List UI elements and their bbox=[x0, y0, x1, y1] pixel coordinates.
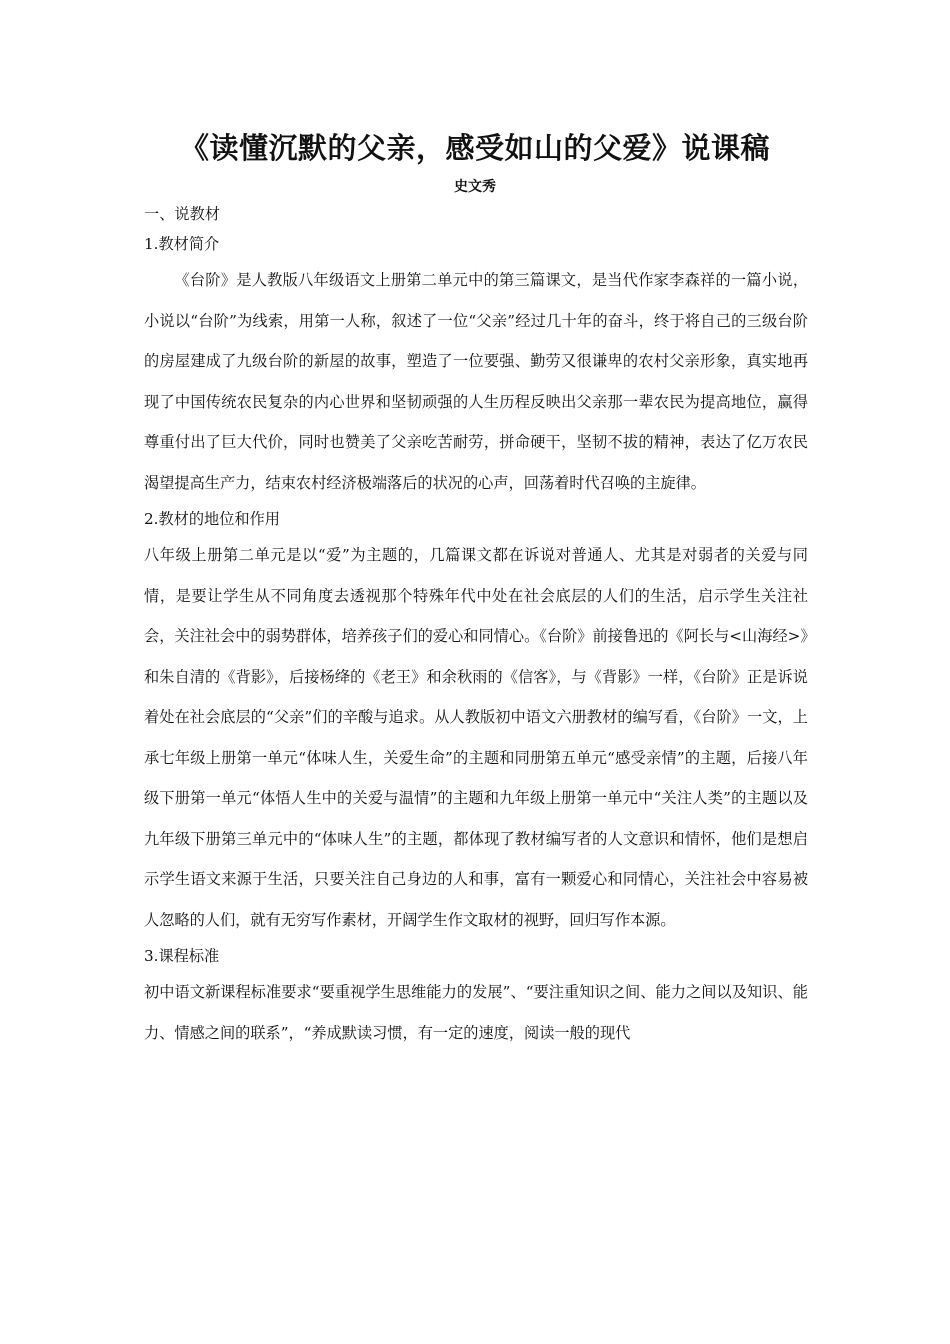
paragraph-introduction: 《台阶》是人教版八年级语文上册第二单元中的第三篇课文，是当代作家李森祥的一篇小说，小说以“台阶”为线索，用第一人称，叙述了一位“父亲”经过几十年的奋斗，终于将自己的三级台阶的房屋建成了九级台阶的新屋的故事，塑造了一位要强、勤劳又很谦卑的农村父亲形象，真实地再现了中国传统农民复杂的内心世界和坚韧顽强的人生历程反映出父亲那一辈农民为提高地位，赢得尊重付出了巨大代价，同时也赞美了父亲吃苦耐劳，拼命硬干，坚韧不拔的精神，表达了亿万农民渴望提高生产力，结束农村经济极端落后的状况的心声，回荡着时代召唤的主旋律。 bbox=[144, 271, 808, 492]
paragraph-curriculum-standard: 初中语文新课程标准要求“要重视学生思维能力的发展”、“要注重知识之间、能力之间以及知识、能力、情感之间的联系”，“养成默读习惯，有一定的速度，阅读一般的现代 bbox=[144, 983, 808, 1042]
subheading-curriculum-standard: 3.课程标准 bbox=[144, 947, 220, 965]
document-author: 史文秀 bbox=[454, 179, 496, 195]
section-heading-textbook: 一、说教材 bbox=[144, 205, 220, 223]
document-title: 《读懂沉默的父亲，感受如山的父爱》说课稿 bbox=[179, 131, 770, 165]
paragraph-position-role: 八年级上册第二单元是以“爱”为主题的，几篇课文都在诉说对普通人、尤其是对弱者的关爱与同情，是要让学生从不同角度去透视那个特殊年代中处在社会底层的人们的生活，启示学生关注社会，关注社会中的弱势群体，培养孩子们的爱心和同情心。《台阶》前接鲁迅的《阿长与<山海经>》和朱自清的《背影》，后接杨绛的《老王》和余秋雨的《信客》，与《背影》一样，《台阶》正是诉说着处在社会底层的“父亲”们的辛酸与追求。从人教版初中语文六册教材的编写看，《台阶》一文，上承七年级上册第一单元“体味人生，关爱生命”的主题和同册第五单元“感受亲情”的主题，后接八年级下册第一单元“体悟人生中的关爱与温情”的主题和九年级上册第一单元中“关注人类”的主题以及九年级下册第三单元中的“体味人生”的主题，都体现了教材编写者的人文意识和情怀，他们是想启示学生语文来源于生活，只要关注自己身边的人和事，富有一颗爱心和同情心，关注社会中容易被人忽略的人们，就有无穷写作素材，开阔学生作文取材的视野，回归写作本源。 bbox=[144, 546, 808, 929]
subheading-position-role: 2.教材的地位和作用 bbox=[144, 510, 280, 528]
subheading-introduction: 1.教材简介 bbox=[144, 235, 220, 253]
document-body bbox=[144, 200, 808, 1053]
